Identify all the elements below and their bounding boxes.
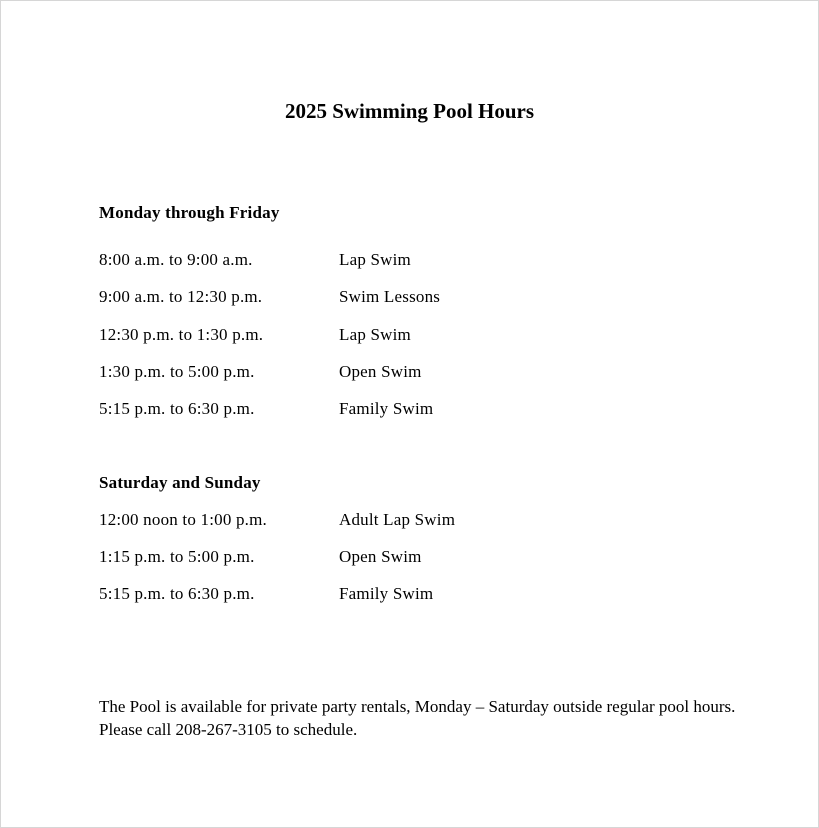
schedule-time: 12:30 p.m. to 1:30 p.m. <box>99 325 264 344</box>
schedule-activity: Open Swim <box>339 547 422 566</box>
weekend-heading: Saturday and Sunday <box>99 473 261 492</box>
rental-note: The Pool is available for private party rentals, Monday – Saturday outside regular pool hours. Please call 208-267-3105 to schedule. <box>99 697 736 739</box>
schedule-activity: Lap Swim <box>339 250 411 269</box>
schedule-time: 12:00 noon to 1:00 p.m. <box>99 510 267 529</box>
schedule-activity: Family Swim <box>339 584 434 603</box>
schedule-time: 1:30 p.m. to 5:00 p.m. <box>99 362 255 381</box>
schedule-time: 5:15 p.m. to 6:30 p.m. <box>99 399 255 418</box>
schedule-activity: Swim Lessons <box>339 287 441 306</box>
schedule-time: 9:00 a.m. to 12:30 p.m. <box>99 287 263 306</box>
page-title: 2025 Swimming Pool Hours <box>284 99 535 123</box>
schedule-activity: Open Swim <box>339 362 422 381</box>
schedule-time: 8:00 a.m. to 9:00 a.m. <box>99 250 253 269</box>
schedule-time: 1:15 p.m. to 5:00 p.m. <box>99 547 255 566</box>
weekday-heading: Monday through Friday <box>99 203 280 222</box>
schedule-activity: Lap Swim <box>339 325 411 344</box>
schedule-time: 5:15 p.m. to 6:30 p.m. <box>99 584 255 603</box>
schedule-activity: Family Swim <box>339 399 434 418</box>
schedule-activity: Adult Lap Swim <box>339 510 456 529</box>
